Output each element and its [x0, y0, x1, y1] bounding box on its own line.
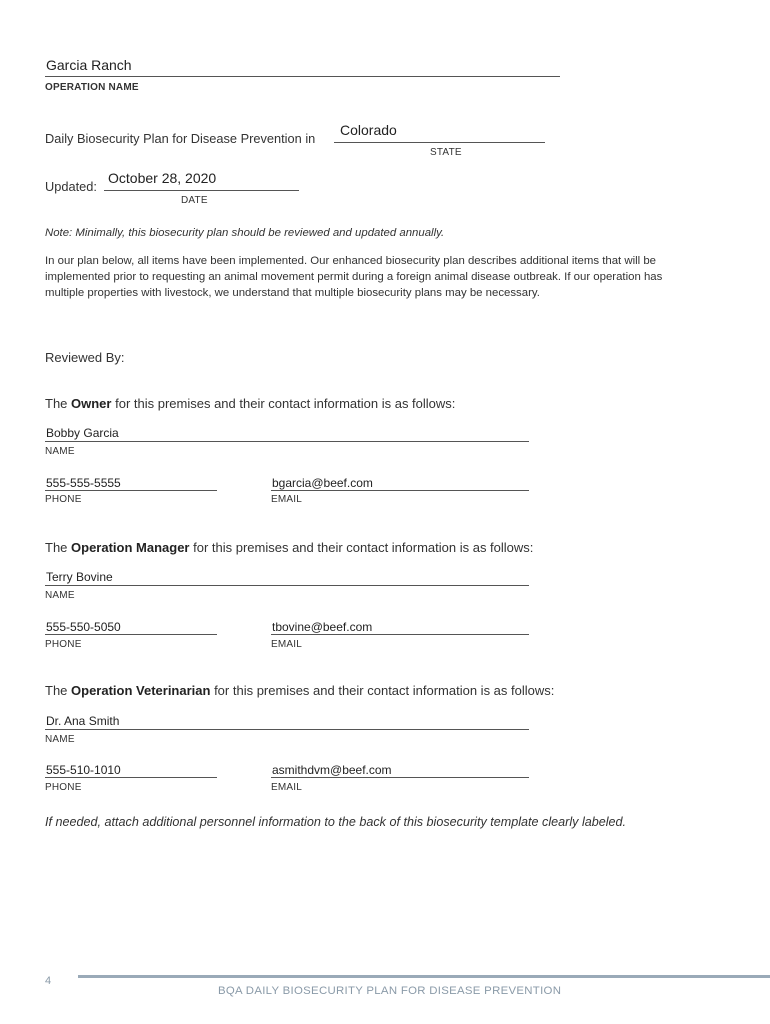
veterinarian-phone-line [45, 777, 217, 778]
manager-phone-value[interactable]: 555-550-5050 [46, 620, 121, 634]
additional-personnel-note: If needed, attach additional personnel information to the back of this biosecurity template clearly labeled. [45, 815, 627, 829]
intro-line-3: multiple properties with livestock, we understand that multiple biosecurity plans may be necessary. [45, 287, 540, 299]
manager-phone-line [45, 634, 217, 635]
date-line [104, 190, 299, 191]
owner-role: Owner [71, 396, 112, 411]
manager-heading: The Operation Manager for this premises and their contact information is as follows: [45, 540, 534, 555]
manager-email-value[interactable]: tbovine@beef.com [272, 620, 373, 634]
veterinarian-email-caption: EMAIL [271, 782, 303, 793]
state-line [334, 142, 545, 143]
owner-name-value[interactable]: Bobby Garcia [46, 426, 119, 440]
owner-phone-line [45, 490, 217, 491]
manager-role: Operation Manager [71, 540, 190, 555]
veterinarian-role: Operation Veterinarian [71, 683, 211, 698]
owner-heading: The Owner for this premises and their contact information is as follows: [45, 396, 456, 411]
veterinarian-phone-value[interactable]: 555-510-1010 [46, 763, 121, 777]
owner-name-caption: NAME [45, 446, 75, 457]
manager-name-caption: NAME [45, 590, 75, 601]
manager-email-caption: EMAIL [271, 639, 303, 650]
veterinarian-name-caption: NAME [45, 734, 75, 745]
operation-name-line [45, 76, 560, 77]
owner-email-line [271, 490, 529, 491]
footer-title: BQA DAILY BIOSECURITY PLAN FOR DISEASE PREVENTION [218, 985, 562, 997]
veterinarian-name-value[interactable]: Dr. Ana Smith [46, 714, 120, 728]
owner-name-line [45, 441, 529, 442]
manager-name-line [45, 585, 529, 586]
veterinarian-email-line [271, 777, 529, 778]
date-value[interactable]: October 28, 2020 [108, 170, 217, 186]
footer-rule [78, 975, 770, 978]
owner-email-caption: EMAIL [271, 494, 303, 505]
operation-name-value[interactable]: Garcia Ranch [46, 57, 132, 73]
page-number: 4 [45, 975, 52, 987]
date-caption: DATE [181, 195, 208, 206]
veterinarian-name-line [45, 729, 529, 730]
state-value[interactable]: Colorado [340, 122, 397, 138]
plan-title-prefix: Daily Biosecurity Plan for Disease Prevention in [45, 131, 316, 146]
owner-phone-caption: PHONE [45, 494, 82, 505]
operation-name-caption: OPERATION NAME [45, 82, 139, 93]
veterinarian-email-value[interactable]: asmithdvm@beef.com [272, 763, 392, 777]
updated-label: Updated: [45, 179, 97, 194]
intro-line-1: In our plan below, all items have been implemented. Our enhanced biosecurity plan describes additional items that will be [45, 255, 657, 267]
owner-email-value[interactable]: bgarcia@beef.com [272, 476, 373, 490]
manager-phone-caption: PHONE [45, 639, 82, 650]
veterinarian-heading: The Operation Veterinarian for this premises and their contact information is as follows: [45, 683, 555, 698]
annual-review-note: Note: Minimally, this biosecurity plan should be reviewed and updated annually. [45, 227, 445, 239]
state-caption: STATE [430, 147, 462, 158]
reviewed-by-heading: Reviewed By: [45, 350, 125, 365]
owner-phone-value[interactable]: 555-555-5555 [46, 476, 121, 490]
veterinarian-phone-caption: PHONE [45, 782, 82, 793]
intro-line-2: implemented prior to requesting an animal movement permit during a foreign animal disease outbreak. If our operation has [45, 271, 663, 283]
manager-name-value[interactable]: Terry Bovine [46, 570, 113, 584]
manager-email-line [271, 634, 529, 635]
